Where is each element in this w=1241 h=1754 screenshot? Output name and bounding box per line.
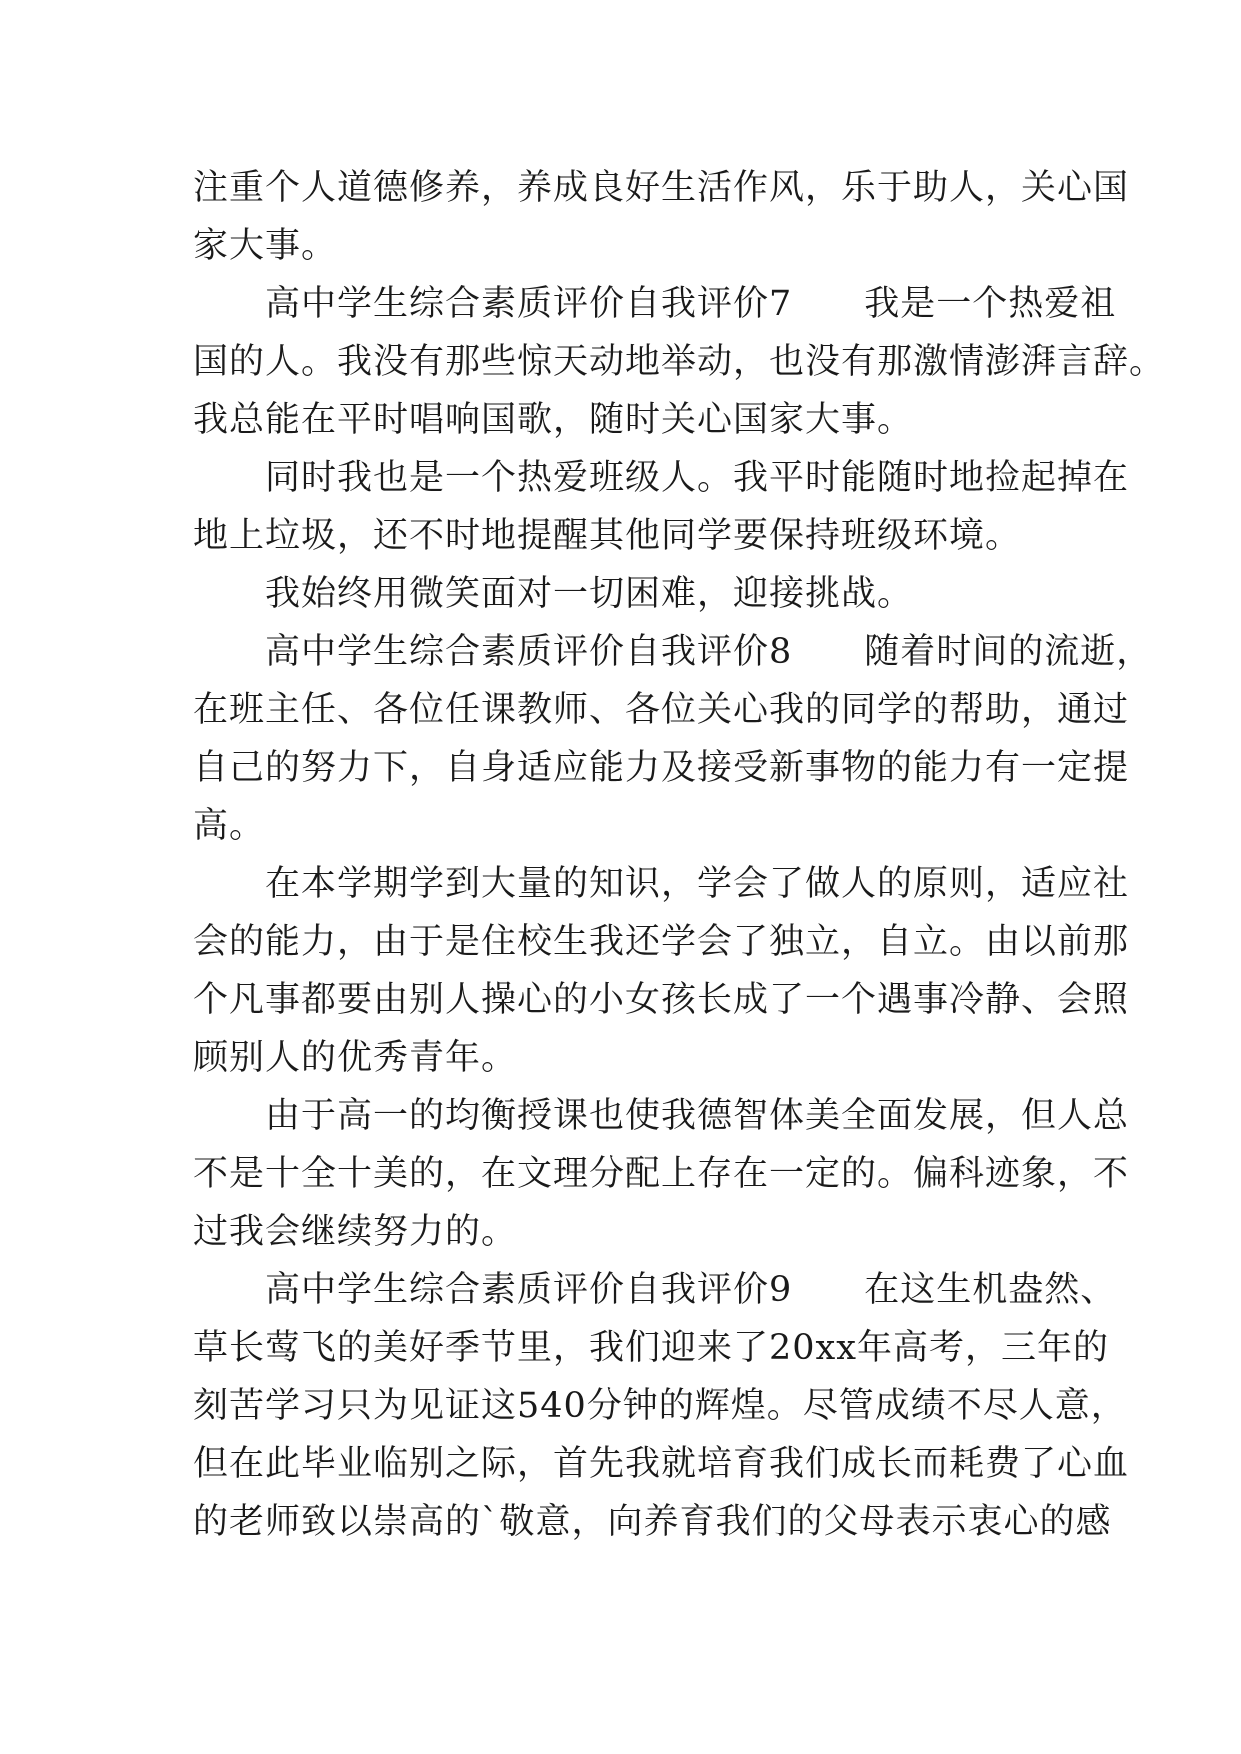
- text-line: 高中学生综合素质评价自我评价8 随着时间的流逝，: [193, 632, 1153, 672]
- text-line: 同时我也是一个热爱班级人。我平时能随时地捡起掉在: [193, 458, 1130, 498]
- text-line: 我总能在平时唱响国歌，随时关心国家大事。: [193, 400, 914, 440]
- text-line: 不是十全十美的，在文理分配上存在一定的。偏科迹象，不: [193, 1154, 1130, 1194]
- text-line: 但在此毕业临别之际，首先我就培育我们成长而耗费了心血: [193, 1444, 1130, 1484]
- text-line: 家大事。: [193, 226, 338, 266]
- text-line: 个凡事都要由别人操心的小女孩长成了一个遇事冷静、会照: [193, 980, 1130, 1020]
- text-line: 顾别人的优秀青年。: [193, 1038, 518, 1078]
- text-line: 自己的努力下，自身适应能力及接受新事物的能力有一定提: [193, 748, 1130, 788]
- text-line: 地上垃圾，还不时地提醒其他同学要保持班级环境。: [193, 516, 1022, 556]
- text-line: 高中学生综合素质评价自我评价7 我是一个热爱祖: [193, 284, 1117, 324]
- text-line: 注重个人道德修养，养成良好生活作风，乐于助人，关心国: [193, 168, 1130, 208]
- text-line: 高中学生综合素质评价自我评价9 在这生机盎然、: [193, 1270, 1117, 1310]
- text-line: 在班主任、各位任课教师、各位关心我的同学的帮助，通过: [193, 690, 1130, 730]
- text-line: 国的人。我没有那些惊天动地举动，也没有那激情澎湃言辞。: [193, 342, 1166, 382]
- text-line: 由于高一的均衡授课也使我德智体美全面发展，但人总: [193, 1096, 1130, 1136]
- text-line: 草长莺飞的美好季节里，我们迎来了20xx年高考，三年的: [193, 1328, 1110, 1368]
- text-line: 过我会继续努力的。: [193, 1212, 518, 1252]
- text-line: 的老师致以崇高的`敬意，向养育我们的父母表示衷心的感: [193, 1502, 1112, 1542]
- text-line: 我始终用微笑面对一切困难，迎接挑战。: [193, 574, 914, 614]
- text-line: 在本学期学到大量的知识，学会了做人的原则，适应社: [193, 864, 1130, 904]
- text-line: 高。: [193, 806, 266, 846]
- text-line: 刻苦学习只为见证这540分钟的辉煌。尽管成绩不尽人意，: [193, 1386, 1127, 1426]
- text-line: 会的能力，由于是住校生我还学会了独立，自立。由以前那: [193, 922, 1130, 962]
